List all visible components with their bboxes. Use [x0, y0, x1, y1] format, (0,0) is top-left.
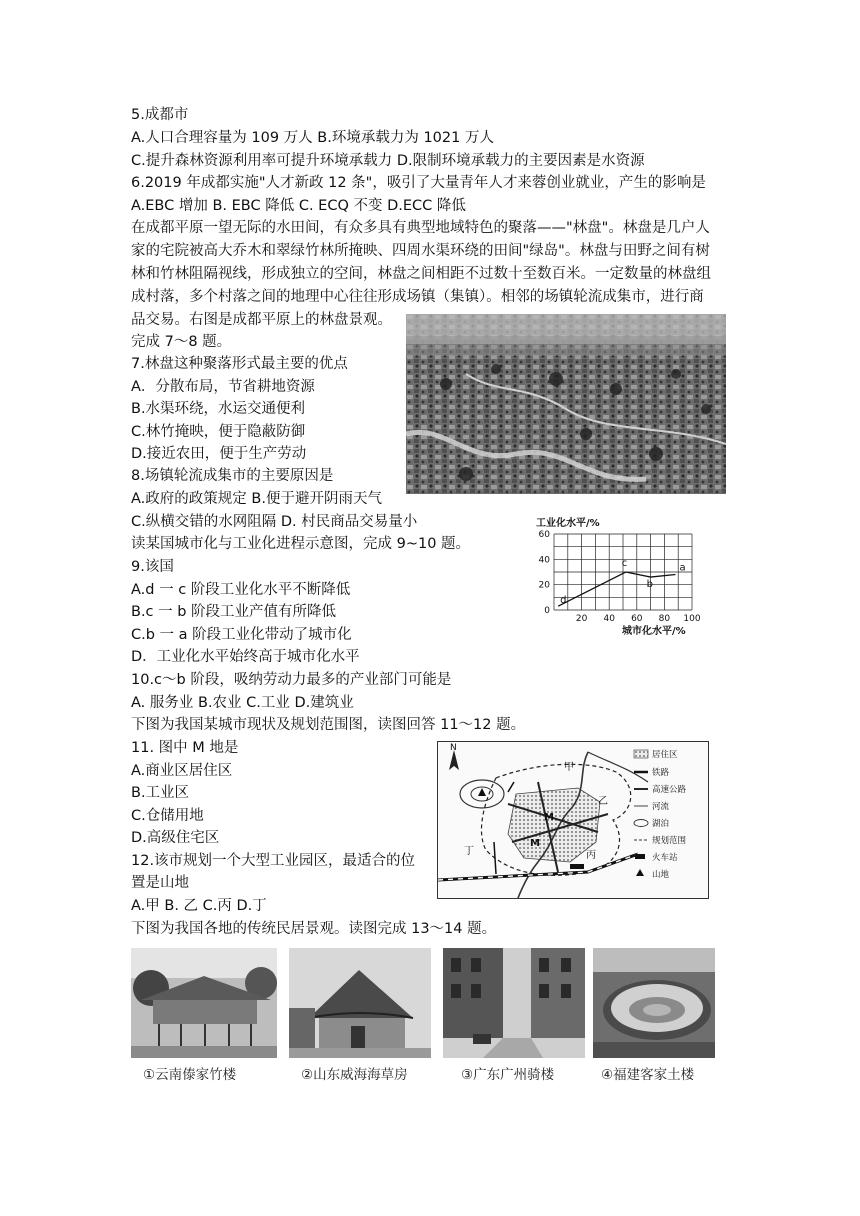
x-tick-label: 40 — [603, 614, 615, 624]
text-line: A．分散布局，节省耕地资源 — [131, 379, 315, 395]
text-line: 完成 7～8 题。 — [131, 334, 232, 350]
text-line: 11. 图中 M 地是 — [131, 740, 239, 756]
y-tick-label: 60 — [538, 530, 550, 540]
text-line: A.甲 B. 乙 C.丙 D.丁 — [131, 898, 267, 914]
text-line: 5.成都市 — [131, 107, 189, 123]
legend-railway: 铁路 — [652, 768, 670, 778]
text-line: A.d 一 c 阶段工业化水平不断降低 — [131, 582, 351, 598]
chart-xlabel: 城市化水平/% — [622, 626, 686, 637]
text-line: A. 服务业 B.农业 C.工业 D.建筑业 — [131, 695, 354, 711]
text-line: 品交易。右图是成都平原上的林盘景观。 — [131, 312, 392, 328]
text-line: B.工业区 — [131, 785, 190, 801]
legend-mountain: 山地 — [652, 870, 670, 880]
text-line: A.EBC 增加 B. EBC 降低 C. ECQ 不变 D.ECC 降低 — [131, 198, 466, 214]
x-tick-label: 100 — [683, 614, 701, 624]
photo-caption: ③广东广州骑楼 — [461, 1067, 555, 1083]
text-line: 成村落，多个村落之间的地理中心往往形成场镇（集镇）。相邻的场镇轮流成集市，进行商 — [131, 289, 704, 305]
north-arrow-icon — [449, 743, 459, 770]
y-tick-label: 20 — [538, 580, 550, 591]
mountain-icon — [478, 788, 486, 796]
photo-caption: ②山东威海海草房 — [301, 1067, 408, 1083]
chart-grid — [554, 534, 692, 610]
text-line: A.人口合理容量为 109 万人 B.环境承载力为 1021 万人 — [131, 130, 494, 146]
photo-hakka-tulou — [593, 948, 715, 1058]
x-tick-label: 80 — [658, 614, 671, 624]
text-line: C.仓储用地 — [131, 808, 204, 824]
legend-residential: 居住区 — [652, 750, 678, 760]
x-tick-label: 60 — [631, 614, 643, 624]
map-legend — [634, 749, 687, 880]
text-line: 9.该国 — [131, 559, 174, 575]
text-line: 置是山地 — [131, 875, 189, 891]
text-line: 在成都平原一望无际的水田间，有众多具有典型地域特色的聚落——"林盘"。林盘是几户人 — [131, 220, 710, 236]
legend-station: 火车站 — [652, 853, 678, 863]
map-label-yi: 乙 — [598, 796, 608, 807]
text-line: 12.该市规划一个大型工业园区，最适合的位 — [131, 853, 416, 869]
text-line: 家的宅院被高大乔木和翠绿竹林所掩映、四周水渠环绕的田间"绿岛"。林盘与田野之间有树 — [131, 243, 710, 259]
text-line: D.高级住宅区 — [131, 830, 220, 846]
x-tick-label: 20 — [575, 614, 588, 624]
photo-caption: ④福建客家土楼 — [601, 1067, 695, 1083]
text-line: D．工业化水平始终高于城市化水平 — [131, 649, 360, 665]
text-line: D.接近农田，便于生产劳动 — [131, 446, 307, 462]
map-label-bing: 丙 — [586, 850, 596, 861]
point-label-b: b — [646, 579, 653, 591]
urbanization-chart — [512, 512, 712, 640]
point-label-d: d — [560, 595, 567, 607]
chart-ylabel: 工业化水平/% — [536, 518, 600, 529]
text-line: A.商业区居住区 — [131, 763, 233, 779]
legend-highway: 高速公路 — [652, 785, 687, 795]
text-line: 读某国城市化与工业化进程示意图，完成 9~10 题。 — [131, 536, 471, 552]
photo-seaweed-house — [289, 948, 431, 1058]
text-line: 下图为我国各地的传统民居景观。读图完成 13～14 题。 — [131, 921, 497, 937]
point-label-a: a — [679, 562, 686, 574]
text-line: 下图为我国某城市现状及规划范围图，读图回答 11～12 题。 — [131, 717, 526, 733]
photo-qilou-arcade — [443, 948, 585, 1058]
point-label-c: c — [621, 558, 628, 569]
text-line: 6.2019 年成都实施"人才新政 12 条"，吸引了大量青年人才来蓉创业就业，产生的影响是 — [131, 175, 706, 191]
text-line: C.林竹掩映，便于隐蔽防御 — [131, 424, 306, 440]
text-line: C.纵横交错的水网阻隔 D. 村民商品交易量小 — [131, 514, 418, 530]
linpan-aerial-photo — [406, 314, 726, 494]
legend-river: 河流 — [652, 802, 670, 812]
map-label-m: M — [544, 812, 554, 823]
legend-lake: 湖泊 — [652, 819, 670, 829]
series-line — [558, 572, 675, 606]
map-label-m-2: M — [530, 838, 540, 849]
text-line: 8.场镇轮流成集市的主要原因是 — [131, 468, 334, 484]
photo-dai-bamboo-house — [131, 948, 277, 1058]
photo-caption: ①云南傣家竹楼 — [143, 1067, 237, 1083]
map-label-ding: 丁 — [464, 846, 474, 857]
text-line: 林和竹林阻隔视线，形成独立的空间，林盘之间相距不过数十至数百米。一定数量的林盘组 — [131, 266, 711, 282]
text-line: B.c 一 b 阶段工业产值有所降低 — [131, 604, 337, 620]
train-station-icon — [570, 864, 584, 869]
text-line: C.b 一 a 阶段工业化带动了城市化 — [131, 627, 352, 643]
map-label-jia: 甲 — [564, 762, 574, 773]
text-line: C.提升森林资源利用率可提升环境承载力 D.限制环境承载力的主要因素是水资源 — [131, 153, 645, 169]
north-label: N — [450, 743, 457, 753]
legend-planning: 规划范围 — [652, 836, 687, 846]
y-tick-label: 40 — [538, 555, 550, 566]
dwelling-photo-strip — [131, 948, 715, 1088]
text-line: B.水渠环绕，水运交通便利 — [131, 401, 306, 417]
text-line: A.政府的政策规定 B.便于避开阴雨天气 — [131, 491, 382, 507]
city-planning-map — [437, 741, 709, 899]
text-line: 10.c～b 阶段，吸纳劳动力最多的产业部门可能是 — [131, 672, 452, 688]
text-line: 7.林盘这种聚落形式最主要的优点 — [131, 356, 348, 372]
y-tick-label: 0 — [544, 606, 550, 616]
